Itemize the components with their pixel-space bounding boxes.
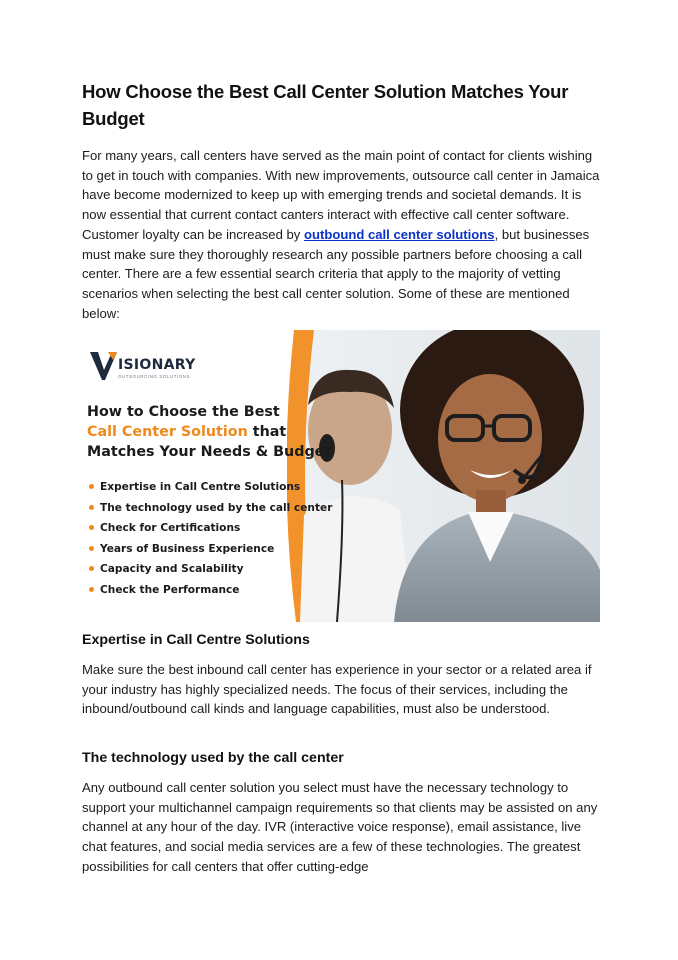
banner-headline-line1: How to Choose the Best bbox=[87, 404, 280, 420]
banner-list-item: Capacity and Scalability bbox=[87, 559, 332, 580]
bullet-dot-icon bbox=[89, 505, 94, 510]
banner-list-item: Expertise in Call Centre Solutions bbox=[87, 477, 332, 498]
banner-checklist bbox=[87, 477, 332, 600]
bullet-dot-icon bbox=[89, 546, 94, 551]
visionary-logo bbox=[88, 342, 208, 382]
bullet-dot-icon bbox=[89, 587, 94, 592]
section-paragraph: Make sure the best inbound call center has experience in your sector or a related area if your industry has highly specialized needs. The focus of their services, including the inbound/outbound call kinds and language capabilities, must also be understood. bbox=[82, 662, 592, 717]
section-heading: The technology used by the call center bbox=[82, 750, 344, 766]
banner-headline-line2-rest: that bbox=[247, 424, 287, 440]
section-technology bbox=[82, 748, 602, 877]
banner-list-item: Years of Business Experience bbox=[87, 539, 332, 560]
section-paragraph: Any outbound call center solution you select must have the necessary technology to support your multichannel campaign requirements so that clients may be assisted on any channel at any hour of the day. IVR (interactive voice response), email assistance, live chat features, and social media services are a few of these technologies. The greatest possibilities for call centers that offer cutting-edge bbox=[82, 780, 598, 874]
promo-banner-image bbox=[82, 330, 600, 622]
banner-headline bbox=[87, 402, 331, 462]
section-expertise bbox=[82, 630, 602, 719]
article-title: How Choose the Best Call Center Solution Matches Your Budget bbox=[82, 81, 569, 129]
banner-list-item: Check for Certifications bbox=[87, 518, 332, 539]
banner-headline-line3: Matches Your Needs & Budget bbox=[87, 444, 332, 460]
banner-list-item: Check the Performance bbox=[87, 580, 332, 601]
logo-text: ISIONARY bbox=[118, 357, 196, 373]
banner-headline-highlight: Call Center Solution bbox=[87, 424, 248, 440]
logo-subtitle: OUTSOURCING SOLUTIONS bbox=[118, 374, 191, 379]
banner-list-item: The technology used by the call center bbox=[87, 498, 332, 519]
bullet-dot-icon bbox=[89, 525, 94, 530]
intro-text-start: For many years, call centers have served as the main point of contact for clients wishing to get in touch with companies. With new improvements, outsource call center in Jamaica have become modernized to keep up with emerging trends and societal demands. It is now essential that current contact canters interact with effective call center software. Customer loyalty can be increased by bbox=[82, 148, 600, 242]
section-heading: Expertise in Call Centre Solutions bbox=[82, 632, 310, 648]
banner-headline-line2 bbox=[87, 422, 331, 442]
intro-paragraph bbox=[82, 146, 602, 323]
visionary-v-icon bbox=[88, 348, 118, 382]
bullet-dot-icon bbox=[89, 566, 94, 571]
outbound-solutions-link[interactable]: outbound call center solutions bbox=[303, 226, 495, 242]
article-header bbox=[82, 78, 602, 323]
bullet-dot-icon bbox=[89, 484, 94, 489]
intro-text-end: , but businesses must make sure they thoroughly research any possible partners before choosing a call center. There are a few essential search criteria that apply to the majority of vetting scenarios when selecting the best call center solution. Some of these are mentioned below: bbox=[82, 226, 590, 321]
